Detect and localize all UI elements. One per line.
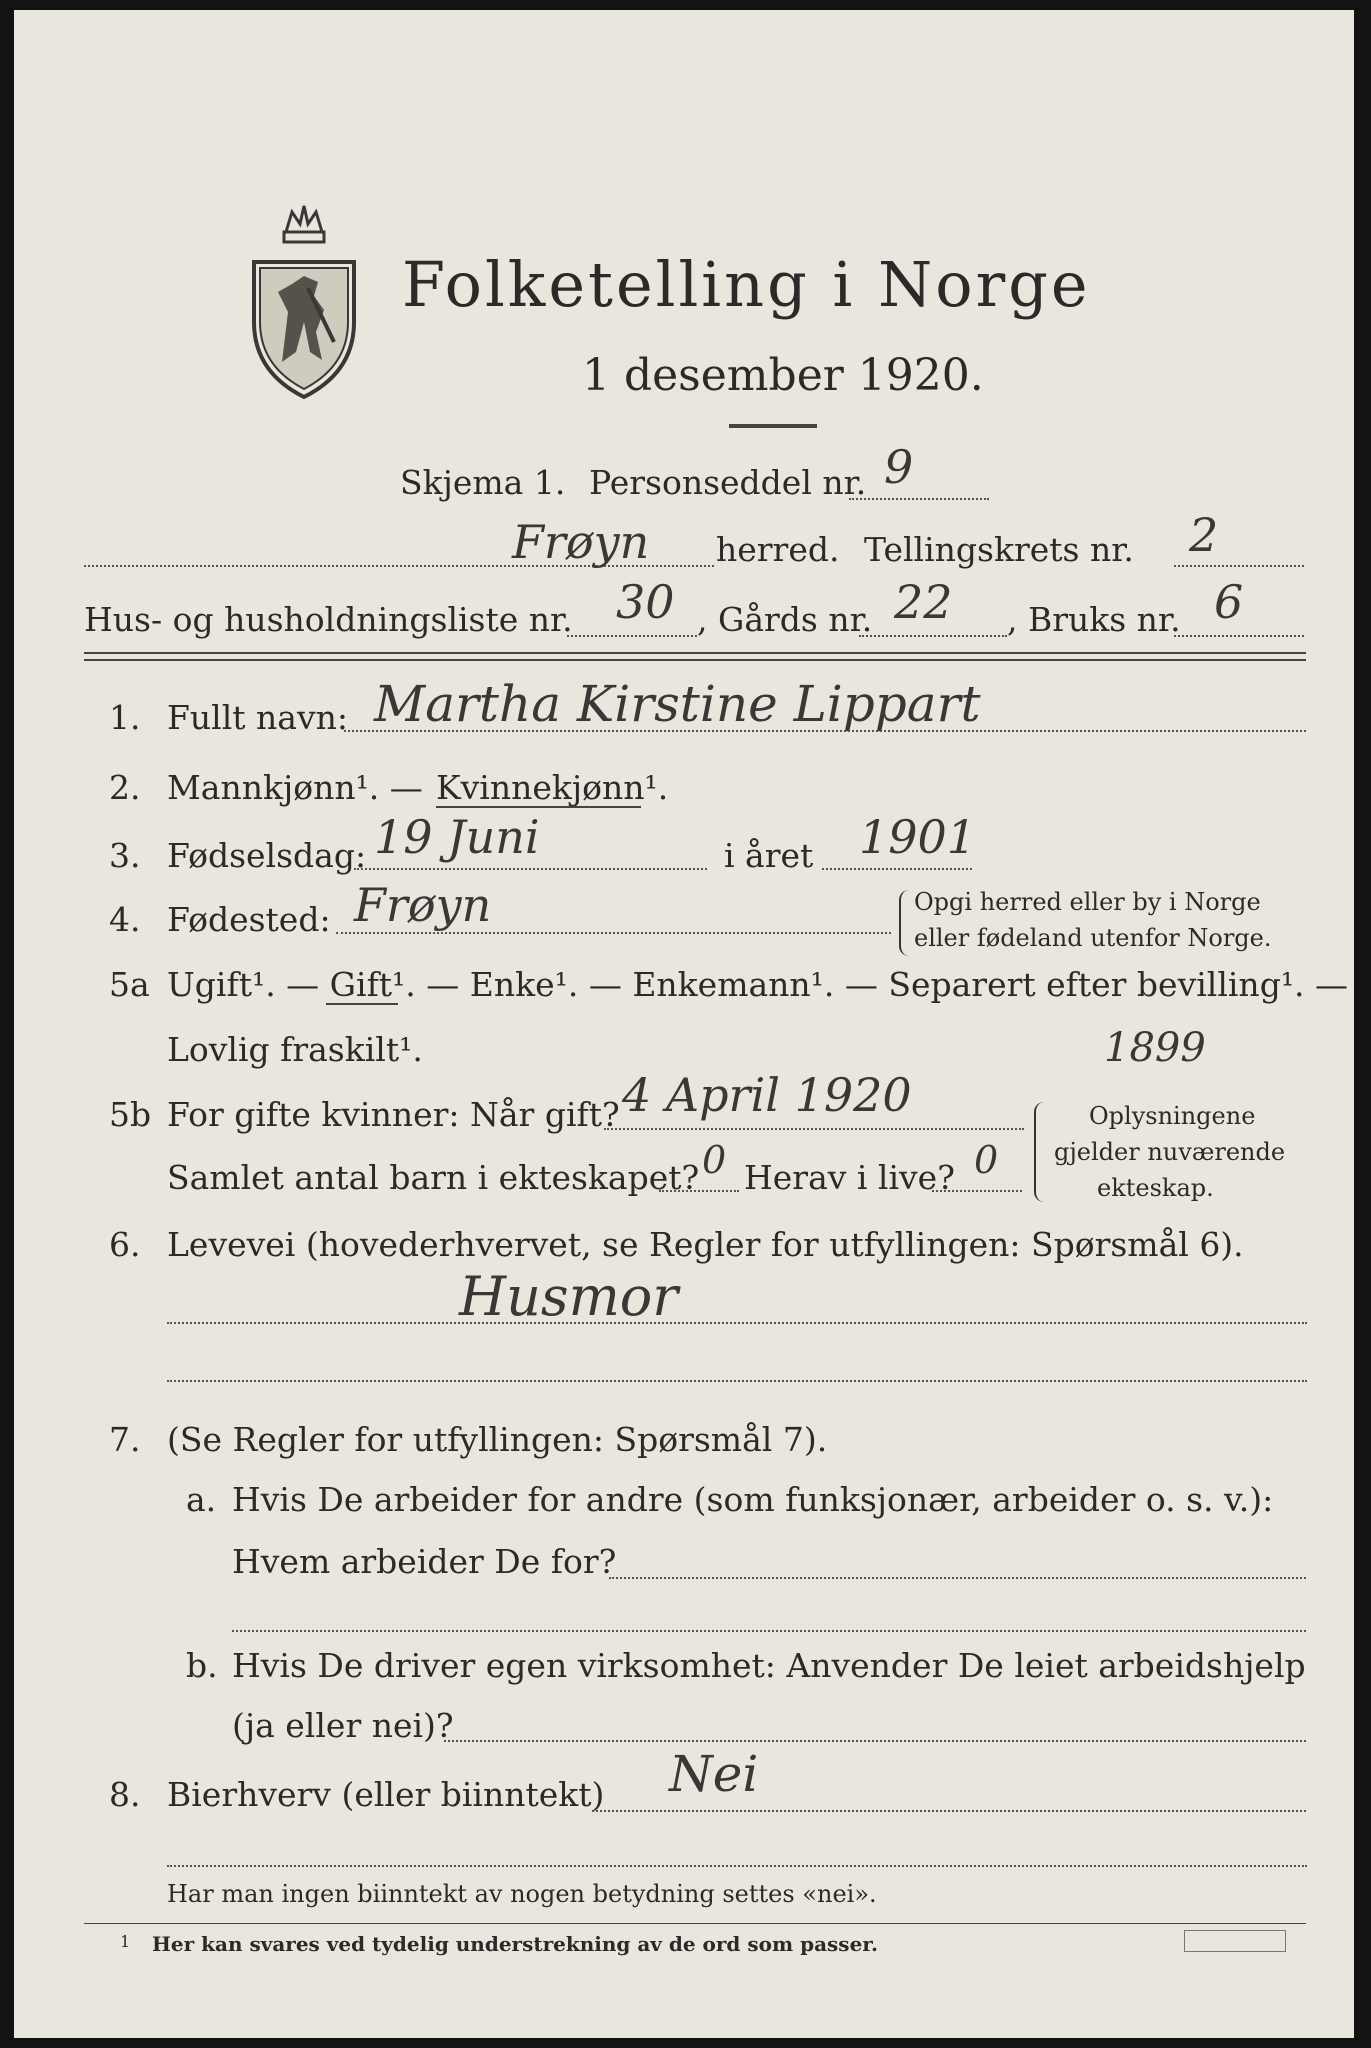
q7a-letter: a. xyxy=(186,1480,217,1519)
q6-label: Levevei (hovederhvervet, se Regler for utfyllingen: Spørsmål 6). xyxy=(167,1225,1244,1264)
side-income-value[interactable]: Nei xyxy=(669,1745,759,1803)
birthyear-value[interactable]: 1901 xyxy=(859,810,977,864)
personseddel-line xyxy=(849,498,989,500)
full-name-value[interactable]: Martha Kirstine Lippart xyxy=(374,675,981,733)
q4-note-1: Opgi herred eller by i Norge xyxy=(914,888,1261,916)
footer-rule xyxy=(84,1923,1306,1924)
form-title: Folketelling i Norge xyxy=(402,248,1091,321)
side-income-line-2 xyxy=(167,1865,1307,1867)
birthplace-line xyxy=(336,932,891,934)
birthdate-value[interactable]: 19 Juni xyxy=(374,810,540,864)
hus-label: Hus- og husholdningsliste nr. xyxy=(84,600,573,639)
tellingskrets-label: Tellingskrets nr. xyxy=(864,530,1134,569)
mannkjonn-option[interactable]: Mannkjønn¹. — xyxy=(167,768,423,807)
children-line xyxy=(659,1190,739,1192)
q7b-line-2: (ja eller nei)? xyxy=(232,1706,454,1745)
living-line xyxy=(932,1190,1022,1192)
q7b-line-1: Hvis De driver egen virksomhet: Anvender De leiet arbeidshjelp xyxy=(232,1646,1306,1685)
children-value[interactable]: 0 xyxy=(702,1138,727,1182)
q7a-line-1: Hvis De arbeider for andre (som funksjonær, arbeider o. s. v.): xyxy=(232,1480,1274,1519)
employer-line-2 xyxy=(232,1630,1306,1632)
q5b-note-1: Oplysningene xyxy=(1089,1102,1256,1130)
full-name-line xyxy=(344,730,1306,732)
gards-label: , Gårds nr. xyxy=(697,600,873,639)
q5b-label: For gifte kvinner: Når gift? xyxy=(167,1095,620,1134)
married-date-line xyxy=(604,1128,1024,1130)
q6-number: 6. xyxy=(109,1225,141,1264)
q1-number: 1. xyxy=(109,698,141,737)
footer-note: Har man ingen biinntekt av nogen betydning settes «nei». xyxy=(167,1880,877,1908)
q4-number: 4. xyxy=(109,900,141,939)
q7-label: (Se Regler for utfyllingen: Spørsmål 7). xyxy=(167,1420,828,1459)
birthplace-value[interactable]: Frøyn xyxy=(354,878,492,932)
q3-number: 3. xyxy=(109,836,141,875)
hus-value[interactable]: 30 xyxy=(616,575,675,629)
herred-value[interactable]: Frøyn xyxy=(512,515,650,569)
marital-status-options[interactable]: Ugift¹. — Gift¹. — Enke¹. — Enkemann¹. — Separert efter bevilling¹. — xyxy=(167,965,1349,1004)
occupation-line-1 xyxy=(167,1322,1307,1324)
hired-help-line xyxy=(444,1740,1306,1742)
gards-value[interactable]: 22 xyxy=(894,575,953,629)
employer-line-1 xyxy=(609,1577,1306,1579)
header-rule-1 xyxy=(84,652,1306,654)
gards-line xyxy=(859,635,1007,637)
occupation-value[interactable]: Husmor xyxy=(459,1265,679,1328)
coat-of-arms-emblem xyxy=(244,192,364,402)
q5b-note-2: gjelder nuværende xyxy=(1054,1138,1286,1166)
gift-underline xyxy=(326,1003,398,1005)
skjema-label: Skjema 1. xyxy=(400,463,566,502)
q3-label: Fødselsdag: xyxy=(167,836,367,875)
q1-label: Fullt navn: xyxy=(167,698,348,737)
q7-number: 7. xyxy=(109,1420,141,1459)
q5b-number: 5b xyxy=(109,1095,152,1134)
birthyear-line xyxy=(822,868,972,870)
bruks-line xyxy=(1174,635,1304,637)
personseddel-value[interactable]: 9 xyxy=(884,440,914,494)
bruks-value[interactable]: 6 xyxy=(1214,575,1244,629)
year-label: i året xyxy=(724,836,814,875)
footnote: Her kan svares ved tydelig understrekning av de ord som passer. xyxy=(152,1932,878,1956)
q5b-note-3: ekteskap. xyxy=(1097,1174,1214,1202)
hus-line xyxy=(567,635,697,637)
birthdate-line xyxy=(354,868,707,870)
q5a-number: 5a xyxy=(109,965,150,1004)
lovlig-fraskilt-option[interactable]: Lovlig fraskilt¹. xyxy=(167,1030,423,1069)
living-label: Herav i live? xyxy=(744,1158,955,1197)
q8-label: Bierhverv (eller biinntekt) xyxy=(167,1775,605,1814)
printer-stamp xyxy=(1184,1930,1286,1952)
kvinnekjonn-underline xyxy=(436,806,641,808)
q5b-brace xyxy=(1034,1102,1046,1202)
q4-brace xyxy=(899,890,909,956)
q2-number: 2. xyxy=(109,768,141,807)
occupation-line-2 xyxy=(167,1380,1307,1382)
tellingskrets-value[interactable]: 2 xyxy=(1189,508,1219,562)
margin-note: 1899 xyxy=(1104,1025,1206,1071)
herred-label: herred. xyxy=(716,530,840,569)
q7a-line-2: Hvem arbeider De for? xyxy=(232,1542,617,1581)
q4-label: Fødested: xyxy=(167,900,331,939)
q8-number: 8. xyxy=(109,1775,141,1814)
married-date-value[interactable]: 4 April 1920 xyxy=(622,1068,912,1122)
personseddel-label: Personseddel nr. xyxy=(589,463,867,502)
kvinnekjonn-option[interactable]: Kvinnekjønn¹. xyxy=(436,768,669,807)
census-date: 1 desember 1920. xyxy=(582,350,984,401)
children-label: Samlet antal barn i ekteskapet? xyxy=(167,1158,700,1197)
footnote-mark: 1 xyxy=(120,1932,131,1951)
tellingskrets-line xyxy=(1174,565,1304,567)
header-rule-2 xyxy=(84,659,1306,661)
title-divider xyxy=(729,424,817,428)
q4-note-2: eller fødeland utenfor Norge. xyxy=(914,924,1272,952)
side-income-line-1 xyxy=(592,1810,1306,1812)
q7b-letter: b. xyxy=(186,1646,218,1685)
living-value[interactable]: 0 xyxy=(974,1138,999,1182)
bruks-label: , Bruks nr. xyxy=(1007,600,1181,639)
census-form xyxy=(14,10,1354,2038)
